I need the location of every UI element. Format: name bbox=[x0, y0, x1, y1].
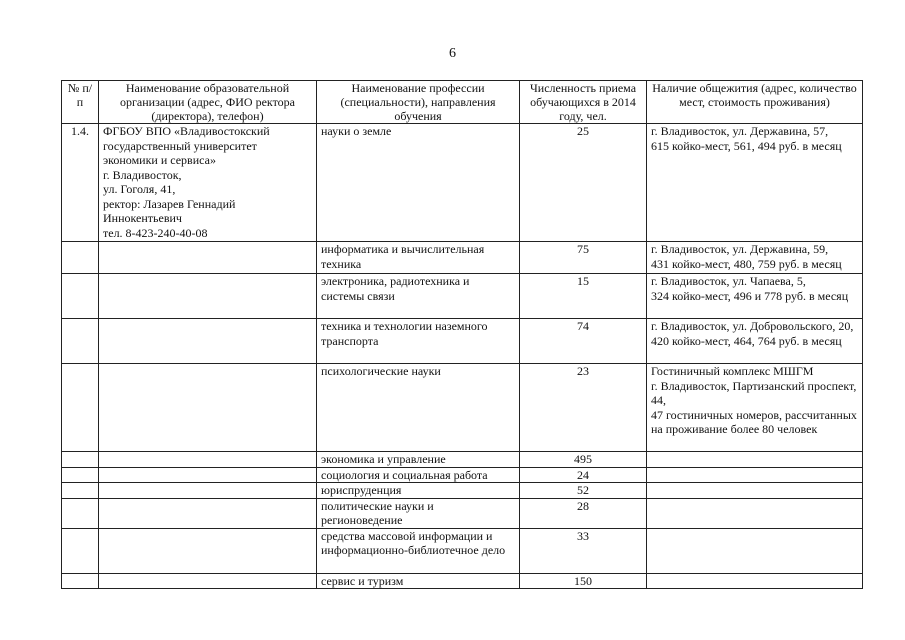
table-row bbox=[62, 364, 863, 452]
header-number: № п/п bbox=[62, 81, 99, 124]
table-row bbox=[62, 242, 863, 274]
header-organization: Наименование образовательной организации (адрес, ФИО ректора (директора), телефон) bbox=[99, 81, 317, 124]
header-profession: Наименование профессии (специальности), направления обучения bbox=[317, 81, 520, 124]
profession-cell: сервис и туризм bbox=[317, 573, 520, 589]
organization-cell bbox=[99, 452, 317, 468]
organization-cell: ФГБОУ ВПО «Владивостокский государственный университет экономики и сервиса» г. Владивосток, ул. Гоголя, 41, ректор: Лазарев Геннадий Иннокентьевич тел. 8-423-240-40-08 bbox=[99, 124, 317, 242]
organization-cell bbox=[99, 467, 317, 483]
dormitory-cell: г. Владивосток, ул. Державина, 59, 431 койко-мест, 480, 759 руб. в месяц bbox=[647, 242, 863, 274]
row-number bbox=[62, 483, 99, 499]
table-row bbox=[62, 528, 863, 573]
row-number: 1.4. bbox=[62, 124, 99, 242]
table-row bbox=[62, 319, 863, 364]
table-row bbox=[62, 573, 863, 589]
dormitory-cell: г. Владивосток, ул. Добровольского, 20, 420 койко-мест, 464, 764 руб. в месяц bbox=[647, 319, 863, 364]
profession-cell: информатика и вычислительная техника bbox=[317, 242, 520, 274]
dormitory-cell bbox=[647, 528, 863, 573]
profession-cell: техника и технологии наземного транспорта bbox=[317, 319, 520, 364]
dormitory-cell bbox=[647, 498, 863, 528]
organization-cell bbox=[99, 274, 317, 319]
header-dormitory: Наличие общежития (адрес, количество мест, стоимость проживания) bbox=[647, 81, 863, 124]
dormitory-cell bbox=[647, 452, 863, 468]
header-admission-count: Численность приема обучающихся в 2014 году, чел. bbox=[520, 81, 647, 124]
organization-cell bbox=[99, 498, 317, 528]
organization-cell bbox=[99, 573, 317, 589]
table-header-row bbox=[62, 81, 863, 124]
dormitory-cell bbox=[647, 573, 863, 589]
count-cell: 150 bbox=[520, 573, 647, 589]
profession-cell: психологические науки bbox=[317, 364, 520, 452]
row-number bbox=[62, 319, 99, 364]
row-number bbox=[62, 274, 99, 319]
count-cell: 25 bbox=[520, 124, 647, 242]
dormitory-cell bbox=[647, 467, 863, 483]
table-row bbox=[62, 498, 863, 528]
table-row bbox=[62, 452, 863, 468]
count-cell: 495 bbox=[520, 452, 647, 468]
organization-cell bbox=[99, 528, 317, 573]
organization-cell bbox=[99, 319, 317, 364]
row-number bbox=[62, 242, 99, 274]
count-cell: 24 bbox=[520, 467, 647, 483]
count-cell: 15 bbox=[520, 274, 647, 319]
count-cell: 74 bbox=[520, 319, 647, 364]
admission-table bbox=[61, 80, 863, 589]
count-cell: 33 bbox=[520, 528, 647, 573]
profession-cell: экономика и управление bbox=[317, 452, 520, 468]
table-row bbox=[62, 274, 863, 319]
row-number bbox=[62, 528, 99, 573]
profession-cell: социология и социальная работа bbox=[317, 467, 520, 483]
dormitory-cell: г. Владивосток, ул. Чапаева, 5, 324 койко-мест, 496 и 778 руб. в месяц bbox=[647, 274, 863, 319]
organization-cell bbox=[99, 483, 317, 499]
count-cell: 28 bbox=[520, 498, 647, 528]
row-number bbox=[62, 364, 99, 452]
organization-cell bbox=[99, 364, 317, 452]
row-number bbox=[62, 573, 99, 589]
dormitory-cell: г. Владивосток, ул. Державина, 57, 615 койко-мест, 561, 494 руб. в месяц bbox=[647, 124, 863, 242]
table-row bbox=[62, 467, 863, 483]
count-cell: 52 bbox=[520, 483, 647, 499]
table-row bbox=[62, 483, 863, 499]
dormitory-cell bbox=[647, 483, 863, 499]
organization-cell bbox=[99, 242, 317, 274]
row-number bbox=[62, 452, 99, 468]
profession-cell: электроника, радиотехника и системы связи bbox=[317, 274, 520, 319]
count-cell: 75 bbox=[520, 242, 647, 274]
row-number bbox=[62, 467, 99, 483]
dormitory-cell: Гостиничный комплекс МШГМ г. Владивосток, Партизанский проспект, 44, 47 гостиничных номеров, рассчитанных на проживание более 80 человек bbox=[647, 364, 863, 452]
profession-cell: науки о земле bbox=[317, 124, 520, 242]
row-number bbox=[62, 498, 99, 528]
page-number: 6 bbox=[449, 46, 456, 61]
profession-cell: политические науки и регионоведение bbox=[317, 498, 520, 528]
profession-cell: юриспруденция bbox=[317, 483, 520, 499]
profession-cell: средства массовой информации и информационно-библиотечное дело bbox=[317, 528, 520, 573]
count-cell: 23 bbox=[520, 364, 647, 452]
table-row bbox=[62, 124, 863, 242]
